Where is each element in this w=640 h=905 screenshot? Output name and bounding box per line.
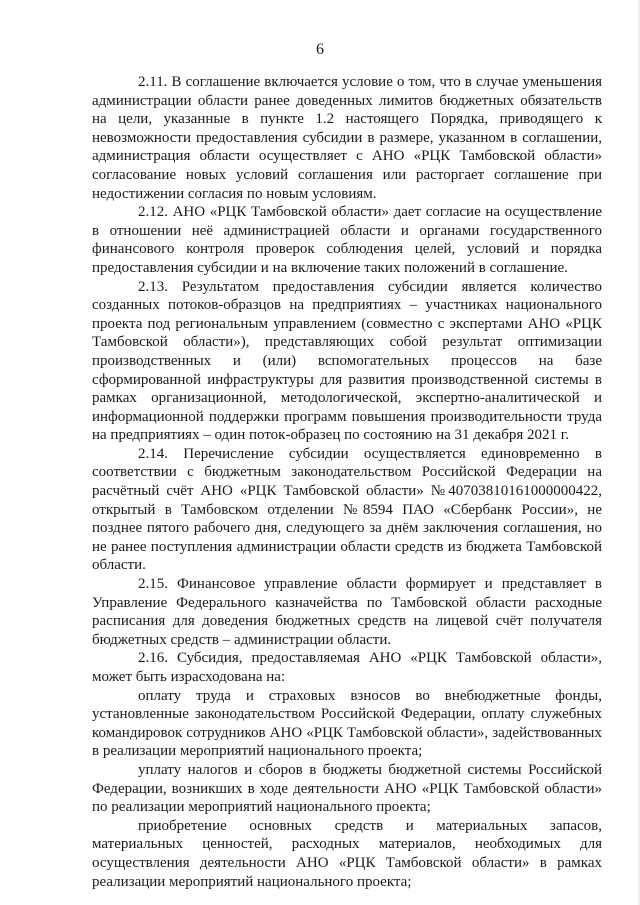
paragraph-2-14: 2.14. Перечисление субсидии осуществляется единовременно в соответствии с бюджетным законодательством Российской Федерации на расчётный счёт АНО «РЦК Тамбовской области» №40703810161000000422, открытый в Тамбовском отделении №8594 ПАО «Сбербанк России», не позднее пятого рабочего дня, следующего за днём заключения соглашения, но не ранее поступления администрации области средств из бюджета Тамбовской области. <box>92 445 602 574</box>
page-number: 6 <box>316 41 324 58</box>
list-item-assets-purchase: приобретение основных средств и материальных запасов, материальных ценностей, расходных материалов, необходимых для осуществления деятельности АНО «РЦК Тамбовской области» в рамках реализации мероприятий национального проекта; <box>92 817 602 890</box>
paragraph-2-13: 2.13. Результатом предоставления субсидии является количество созданных потоков-образцов на предприятиях – участниках национального проекта под региональным управлением (совместно с экспертами АНО «РЦК Тамбовской области»), представляющих собой результат оптимизации производственных и (или) вспомогательных процессов на базе сформированной инфраструктуры для развития производственной системы в рамках организационной, методологической, экспертно-аналитической и информационной поддержки программ повышения производительности труда на предприятиях – один поток-образец по состоянию на 31 декабря 2021 г. <box>92 278 602 444</box>
paragraph-2-12: 2.12. АНО «РЦК Тамбовской области» дает согласие на осуществление в отношении неё администрацией области и органами государственного финансового контроля проверок соблюдения целей, условий и порядка предоставления субсидии и на включение таких положений в соглашение. <box>92 204 602 276</box>
list-item-labor-payment: оплату труда и страховых взносов во внебюджетные фонды, установленные законодательством Российской Федерации, оплату служебных командировок сотрудников АНО «РЦК Тамбовской области», задействованных в реализации мероприятий национального проекта; <box>92 687 602 760</box>
list-item-taxes: уплату налогов и сборов в бюджеты бюджетной системы Российской Федерации, возникших в ходе деятельности АНО «РЦК Тамбовской области» по реализации мероприятий национального проекта; <box>92 761 602 816</box>
paragraph-2-15: 2.15. Финансовое управление области формирует и представляет в Управление Федерального казначейства по Тамбовской области расходные расписания для доведения бюджетных средств на лицевой счёт получателя бюджетных средств – администрации области. <box>92 576 602 648</box>
paragraph-2-11: 2.11. В соглашение включается условие о том, что в случае уменьшения администрации области ранее доведенных лимитов бюджетных обязательств на цели, указанные в пункте 1.2 настоящего Порядка, приводящего к невозможности предоставления субсидии в размере, указанном в соглашении, администрация области осуществляет с АНО «РЦК Тамбовской области» согласование новых условий соглашения или расторгает соглашение при недостижении согласия по новым условиям. <box>92 74 602 202</box>
document-body <box>92 73 602 891</box>
paragraph-2-16: 2.16. Субсидия, предоставляемая АНО «РЦК Тамбовской области», может быть израсходована на: <box>92 650 602 685</box>
